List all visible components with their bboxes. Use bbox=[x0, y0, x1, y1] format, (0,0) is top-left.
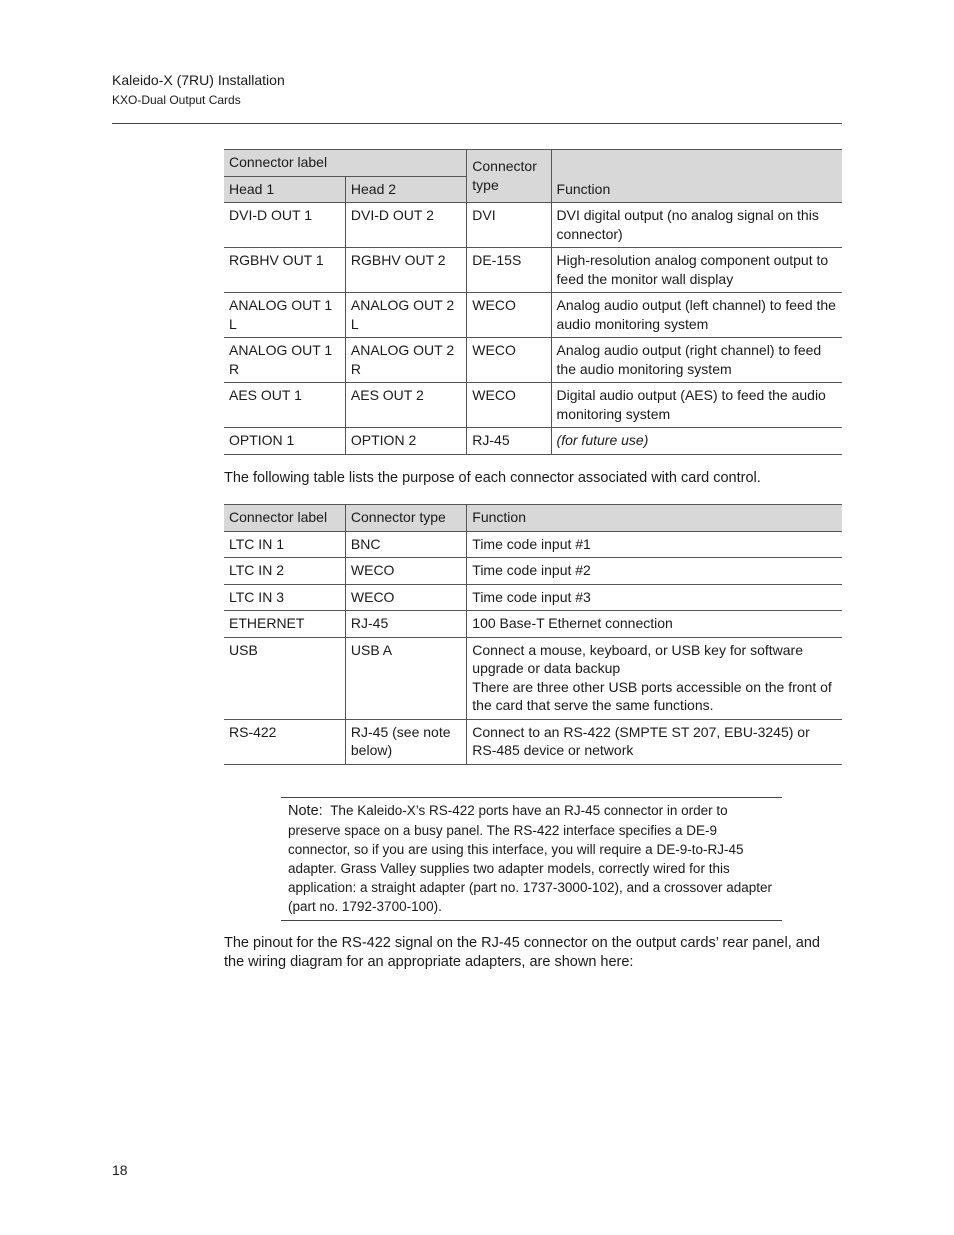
header-divider bbox=[112, 123, 842, 124]
cell-connector-type: RJ-45 bbox=[467, 428, 551, 455]
cell-head-1: ANALOG OUT 1 R bbox=[224, 338, 345, 383]
table-row bbox=[224, 428, 842, 455]
running-header bbox=[112, 71, 285, 108]
cell-connector-label: LTC IN 1 bbox=[224, 531, 345, 558]
cell-head-1: ANALOG OUT 1 L bbox=[224, 293, 345, 338]
cell-head-1: AES OUT 1 bbox=[224, 383, 345, 428]
cell-function: Time code input #1 bbox=[467, 531, 842, 558]
cell-connector-type: WECO bbox=[345, 558, 466, 585]
column-header-head-1: Head 1 bbox=[224, 176, 345, 203]
cell-function: Analog audio output (right channel) to feed the audio monitoring system bbox=[551, 338, 842, 383]
table-row bbox=[224, 584, 842, 611]
cell-connector-type: WECO bbox=[467, 338, 551, 383]
cell-head-1: DVI-D OUT 1 bbox=[224, 203, 345, 248]
output-connectors-table bbox=[224, 149, 842, 455]
column-header-connector-type: Connector type bbox=[467, 150, 551, 203]
cell-function: DVI digital output (no analog signal on this connector) bbox=[551, 203, 842, 248]
column-header-connector-type: Connector type bbox=[345, 505, 466, 532]
cell-connector-type: DVI bbox=[467, 203, 551, 248]
table-row bbox=[224, 383, 842, 428]
note-label: Note: bbox=[288, 803, 323, 819]
cell-function bbox=[467, 637, 842, 719]
table-row bbox=[224, 637, 842, 719]
cell-connector-type: BNC bbox=[345, 531, 466, 558]
rs422-note-box bbox=[281, 797, 782, 921]
cell-function: Connect to an RS-422 (SMPTE ST 207, EBU-3245) or RS-485 device or network bbox=[467, 719, 842, 764]
card-control-intro-paragraph: The following table lists the purpose of each connector associated with card control. bbox=[224, 470, 761, 486]
cell-function: High-resolution analog component output to feed the monitor wall display bbox=[551, 248, 842, 293]
cell-head-2: DVI-D OUT 2 bbox=[345, 203, 466, 248]
column-header-function: Function bbox=[467, 505, 842, 532]
cell-function-text: Connect a mouse, keyboard, or USB key for software upgrade or data backup bbox=[472, 641, 803, 676]
cell-head-2: RGBHV OUT 2 bbox=[345, 248, 466, 293]
cell-function: 100 Base-T Ethernet connection bbox=[467, 611, 842, 638]
table-row bbox=[224, 558, 842, 585]
cell-function: (for future use) bbox=[551, 428, 842, 455]
cell-function-extra-text: There are three other USB ports accessible on the front of the card that serve the same functions. bbox=[472, 678, 832, 713]
cell-connector-label: LTC IN 3 bbox=[224, 584, 345, 611]
column-header-function: Function bbox=[551, 150, 842, 203]
cell-function: Analog audio output (left channel) to feed the audio monitoring system bbox=[551, 293, 842, 338]
cell-connector-type: WECO bbox=[345, 584, 466, 611]
page-number: 18 bbox=[112, 1162, 128, 1178]
cell-function: Digital audio output (AES) to feed the audio monitoring system bbox=[551, 383, 842, 428]
table-row bbox=[224, 338, 842, 383]
cell-head-2: AES OUT 2 bbox=[345, 383, 466, 428]
running-header-subtitle: KXO-Dual Output Cards bbox=[112, 93, 241, 107]
table-row bbox=[224, 719, 842, 764]
cell-connector-label: RS-422 bbox=[224, 719, 345, 764]
note-text: The Kaleido-X’s RS-422 ports have an RJ-45 connector in order to preserve space on a busy panel. The RS-422 interface specifies a DE-9 connector, so if you are using this interface, you will require a DE-9-to-RJ-45 adapter. Grass Valley supplies two adapter models, correctly wired for this application: a straight adapter (part no. 1737-3000-102), and a crossover adapter (part no. 1792-3700-100). bbox=[288, 803, 773, 914]
table-row bbox=[224, 531, 842, 558]
cell-connector-type: WECO bbox=[467, 383, 551, 428]
column-header-connector-label: Connector label bbox=[224, 150, 467, 177]
running-header-title: Kaleido-X (7RU) Installation bbox=[112, 72, 285, 88]
cell-head-1: OPTION 1 bbox=[224, 428, 345, 455]
cell-head-2: ANALOG OUT 2 R bbox=[345, 338, 466, 383]
table-row bbox=[224, 248, 842, 293]
cell-connector-type: WECO bbox=[467, 293, 551, 338]
cell-function: Time code input #3 bbox=[467, 584, 842, 611]
cell-connector-type: RJ-45 (see note below) bbox=[345, 719, 466, 764]
table-row bbox=[224, 293, 842, 338]
cell-connector-type: RJ-45 bbox=[345, 611, 466, 638]
table-row bbox=[224, 203, 842, 248]
cell-connector-label: LTC IN 2 bbox=[224, 558, 345, 585]
cell-connector-label: ETHERNET bbox=[224, 611, 345, 638]
cell-connector-label: USB bbox=[224, 637, 345, 719]
table-row bbox=[224, 611, 842, 638]
cell-function: Time code input #2 bbox=[467, 558, 842, 585]
card-control-connectors-table bbox=[224, 504, 842, 765]
column-header-head-2: Head 2 bbox=[345, 176, 466, 203]
cell-connector-type: USB A bbox=[345, 637, 466, 719]
column-header-connector-label: Connector label bbox=[224, 505, 345, 532]
cell-head-2: OPTION 2 bbox=[345, 428, 466, 455]
cell-head-1: RGBHV OUT 1 bbox=[224, 248, 345, 293]
cell-connector-type: DE-15S bbox=[467, 248, 551, 293]
cell-head-2: ANALOG OUT 2 L bbox=[345, 293, 466, 338]
pinout-intro-paragraph: The pinout for the RS-422 signal on the RJ-45 connector on the output cards’ rear panel, and the wiring diagram for an appropriate adapters, are shown here: bbox=[224, 935, 820, 970]
